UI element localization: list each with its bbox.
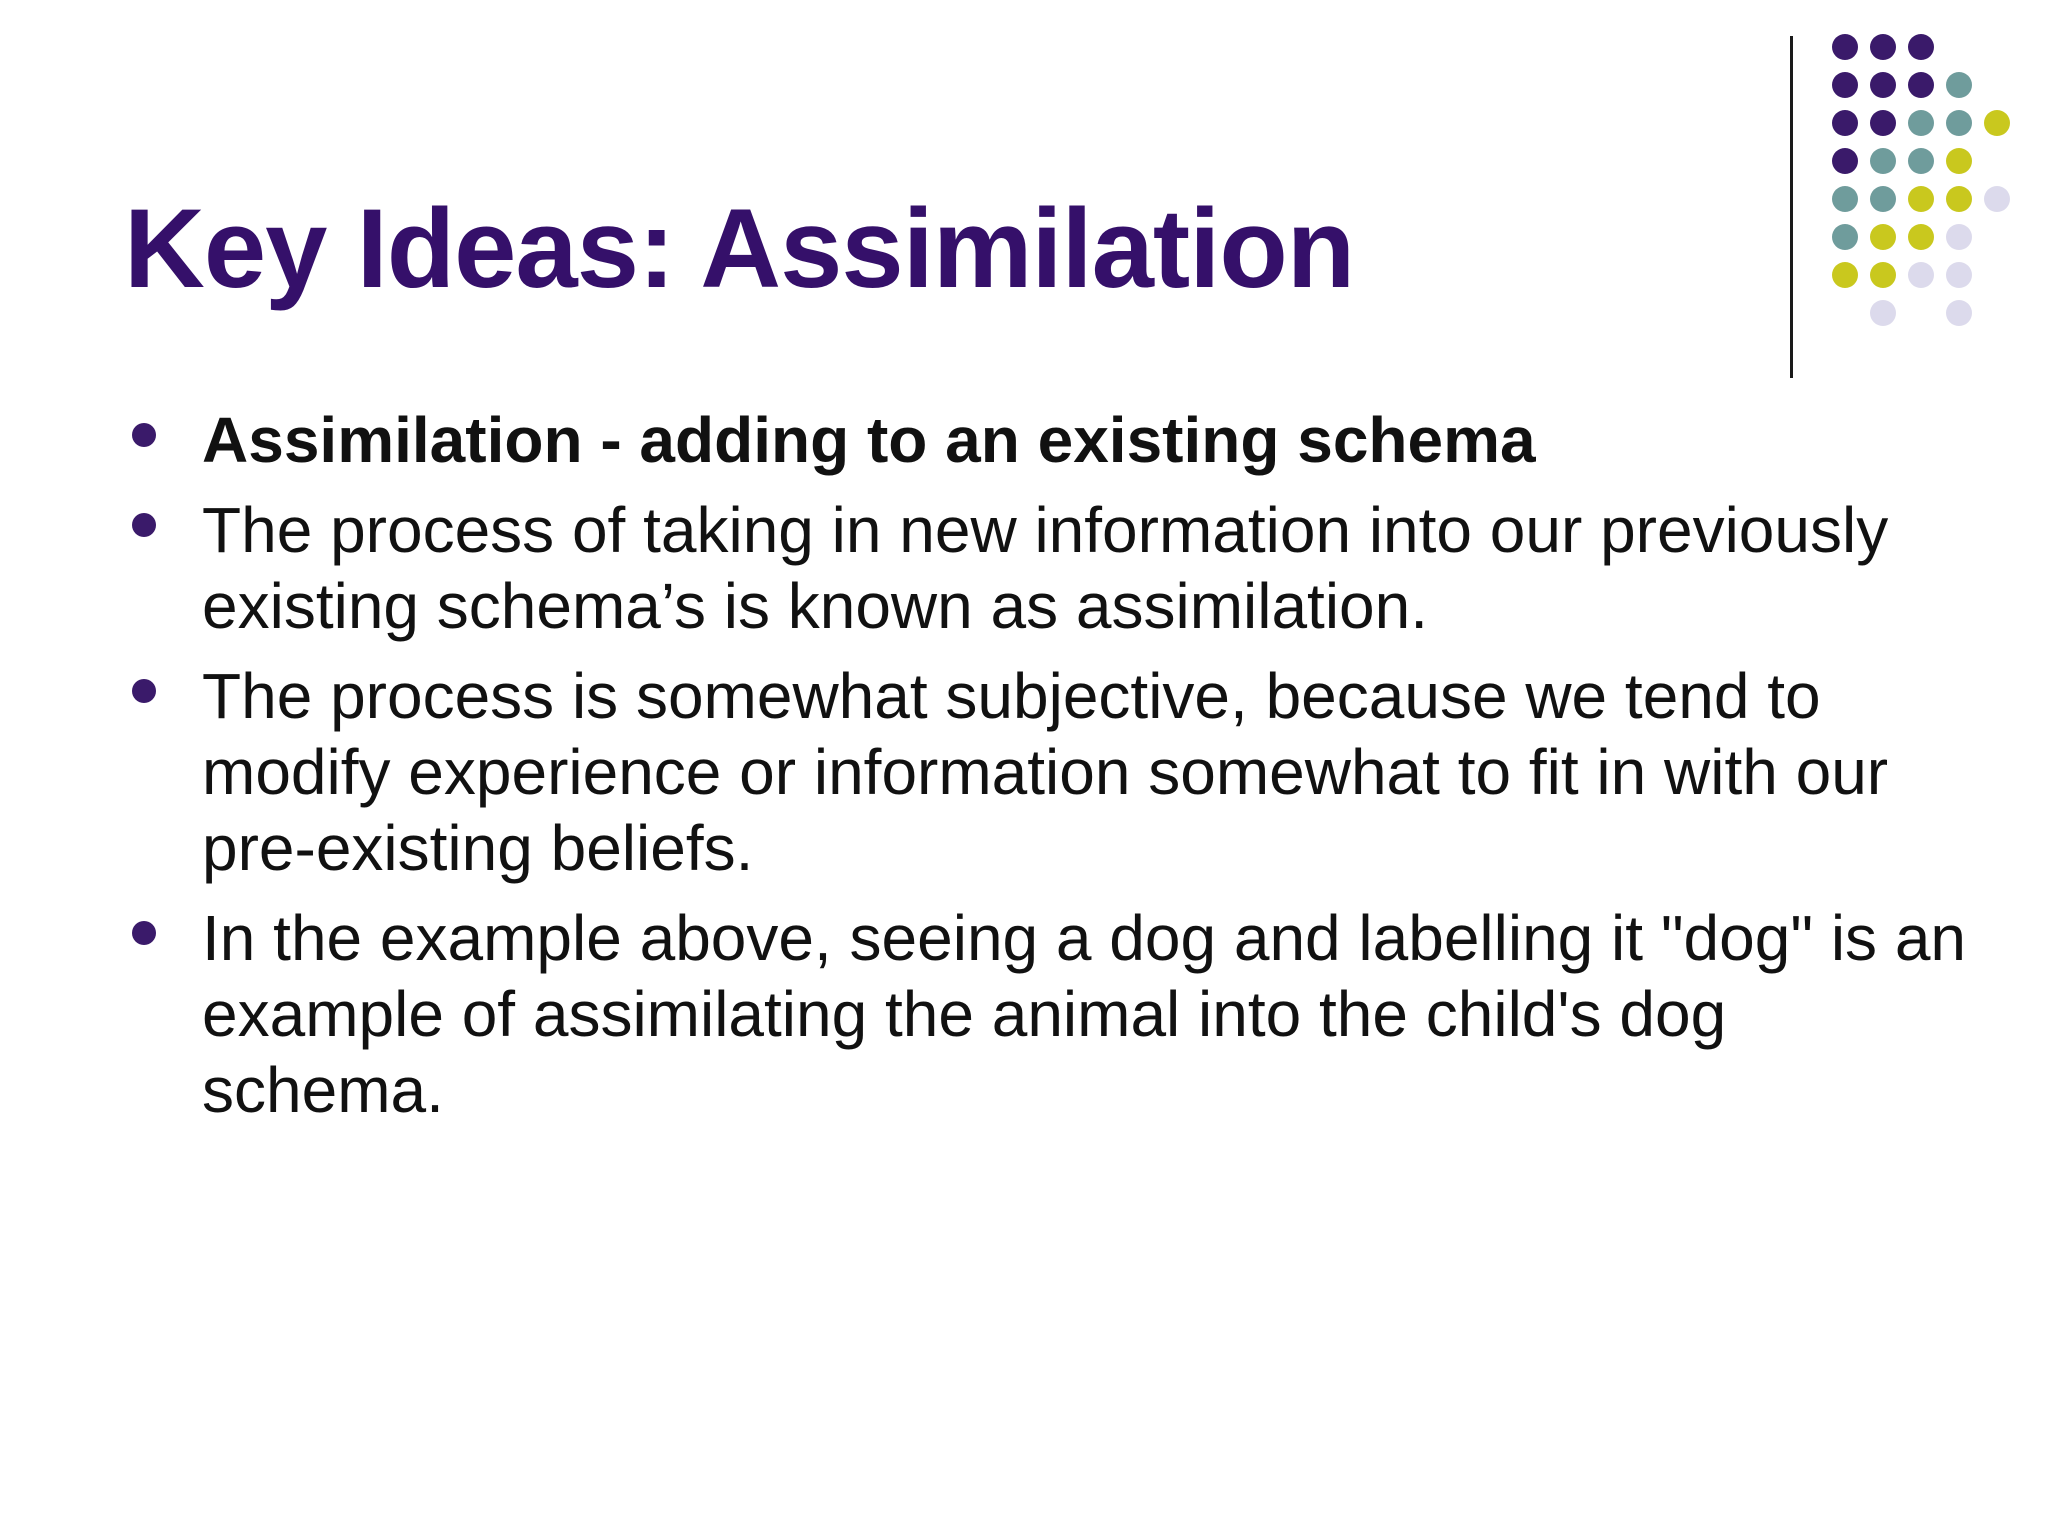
bullet-list bbox=[124, 402, 1984, 1142]
bullet-text: The process is somewhat subjective, because we tend to modify experience or information somewhat to fit in with our pre-existing beliefs. bbox=[202, 660, 1889, 884]
bullet-item bbox=[124, 900, 1984, 1128]
decorative-dot bbox=[1946, 224, 1972, 250]
bullet-text: Assimilation - adding to an existing schema bbox=[202, 404, 1536, 476]
slide-title: Key Ideas: Assimilation bbox=[124, 186, 1355, 311]
decorative-dot bbox=[1908, 72, 1934, 98]
bullet-item bbox=[124, 402, 1984, 478]
decorative-dot bbox=[1832, 72, 1858, 98]
decorative-dot bbox=[1946, 110, 1972, 136]
decorative-dot bbox=[1870, 262, 1896, 288]
decorative-dot bbox=[1870, 110, 1896, 136]
decorative-dot bbox=[1832, 224, 1858, 250]
vertical-divider bbox=[1790, 36, 1793, 378]
decorative-dot bbox=[1908, 262, 1934, 288]
bullet-dot-icon bbox=[132, 513, 156, 537]
decorative-dot bbox=[1946, 72, 1972, 98]
decorative-dot bbox=[1832, 186, 1858, 212]
bullet-dot-icon bbox=[132, 679, 156, 703]
bullet-dot-icon bbox=[132, 921, 156, 945]
decorative-dot bbox=[1984, 186, 2010, 212]
decorative-dot bbox=[1946, 300, 1972, 326]
decorative-dot bbox=[1984, 110, 2010, 136]
bullet-dot-icon bbox=[132, 423, 156, 447]
decorative-dot bbox=[1832, 148, 1858, 174]
decorative-dot bbox=[1870, 224, 1896, 250]
decorative-dot bbox=[1870, 300, 1896, 326]
decorative-dot bbox=[1832, 262, 1858, 288]
bullet-item bbox=[124, 492, 1984, 644]
decorative-dot bbox=[1908, 148, 1934, 174]
decorative-dot bbox=[1908, 186, 1934, 212]
decorative-dot bbox=[1870, 34, 1896, 60]
bullet-text: The process of taking in new information into our previously existing schema’s is known as assimilation. bbox=[202, 494, 1889, 642]
decorative-dot bbox=[1946, 148, 1972, 174]
decorative-dot bbox=[1908, 224, 1934, 250]
decorative-dot bbox=[1870, 186, 1896, 212]
decorative-dot bbox=[1832, 110, 1858, 136]
decorative-dot bbox=[1908, 34, 1934, 60]
decorative-dot bbox=[1946, 186, 1972, 212]
bullet-item bbox=[124, 658, 1984, 886]
decorative-dot bbox=[1946, 262, 1972, 288]
decorative-dot bbox=[1908, 110, 1934, 136]
bullet-text: In the example above, seeing a dog and labelling it "dog" is an example of assimilating the animal into the child's dog schema. bbox=[202, 902, 1966, 1126]
decorative-dot bbox=[1870, 148, 1896, 174]
decorative-dot bbox=[1870, 72, 1896, 98]
decorative-dot bbox=[1832, 34, 1858, 60]
